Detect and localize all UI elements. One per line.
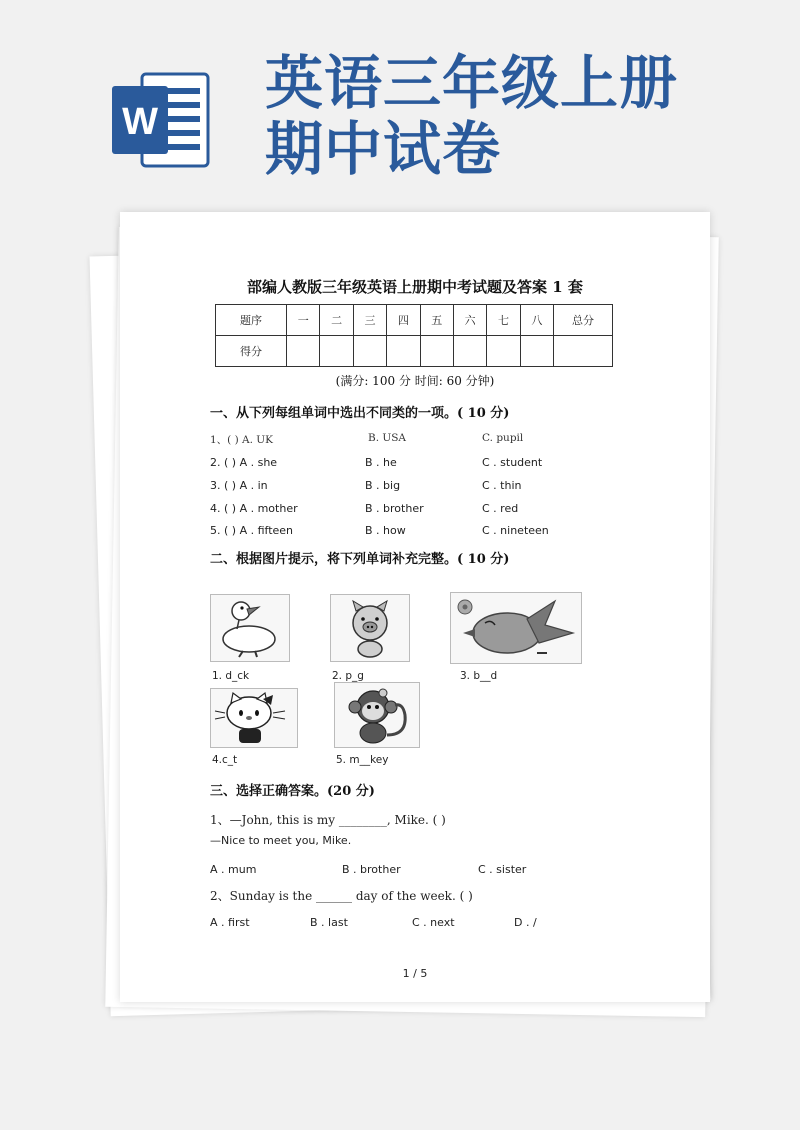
option-a: 4. ( ) A . mother bbox=[210, 502, 298, 515]
option-a: 3. ( ) A . in bbox=[210, 479, 268, 492]
question-row bbox=[210, 456, 650, 474]
option-a: 5. ( ) A . fifteen bbox=[210, 524, 294, 537]
score-cell: 六 bbox=[453, 305, 486, 336]
score-table bbox=[215, 304, 613, 367]
exam-meta: (满分: 100 分 时间: 60 分钟) bbox=[335, 374, 495, 388]
banner-title bbox=[265, 50, 678, 182]
question-2-options bbox=[210, 916, 650, 934]
score-cell: 三 bbox=[353, 305, 386, 336]
option-b: B . brother bbox=[365, 502, 424, 515]
question-1-text: 1、—John, this is my ________, Mike. ( ) bbox=[210, 813, 446, 827]
option-a: 2. ( ) A . she bbox=[210, 456, 278, 469]
score-blank-cell bbox=[353, 336, 386, 367]
score-blank-cell bbox=[320, 336, 353, 367]
word-logo-letter: W bbox=[122, 101, 158, 143]
picture-caption: 4.c_t bbox=[212, 754, 238, 766]
option-c: C. pupil bbox=[482, 432, 524, 444]
question-row bbox=[210, 524, 650, 542]
option-b: B. USA bbox=[368, 432, 407, 444]
question-1-options bbox=[210, 863, 650, 881]
option-c: C . sister bbox=[478, 863, 527, 876]
picture-caption: 1. d_ck bbox=[212, 670, 250, 682]
score-table-header-row bbox=[216, 305, 613, 336]
bird-picture bbox=[450, 592, 582, 664]
option-b: B . last bbox=[310, 916, 348, 929]
question-1-reply: —Nice to meet you, Mike. bbox=[210, 834, 352, 847]
score-cell: 题序 bbox=[216, 305, 287, 336]
score-cell: 总分 bbox=[554, 305, 613, 336]
option-b: B . how bbox=[365, 524, 406, 537]
duck-picture bbox=[210, 594, 290, 662]
score-blank-cell bbox=[287, 336, 320, 367]
option-c: C . student bbox=[482, 456, 543, 469]
option-b: B . brother bbox=[342, 863, 401, 876]
option-c: C . next bbox=[412, 916, 455, 929]
question-row bbox=[210, 502, 650, 520]
score-cell: 四 bbox=[387, 305, 420, 336]
score-cell: 一 bbox=[287, 305, 320, 336]
section3-heading: 三、选择正确答案。(20 分) bbox=[210, 784, 375, 799]
banner bbox=[0, 0, 800, 200]
score-cell: 五 bbox=[420, 305, 453, 336]
monkey-picture bbox=[334, 682, 420, 748]
question-row bbox=[210, 432, 650, 450]
banner-title-line1: 英语三年级上册 bbox=[265, 49, 679, 117]
option-c: C . red bbox=[482, 502, 519, 515]
option-b: B . big bbox=[365, 479, 401, 492]
score-blank-cell bbox=[453, 336, 486, 367]
score-label-cell: 得分 bbox=[216, 336, 287, 367]
banner-title-line2: 期中试卷 bbox=[265, 115, 502, 183]
score-cell: 七 bbox=[487, 305, 520, 336]
option-d: D . / bbox=[514, 916, 537, 929]
pig-picture bbox=[330, 594, 410, 662]
picture-caption: 2. p_g bbox=[332, 670, 364, 682]
question-2-text: 2、Sunday is the ______ day of the week. ( ) bbox=[210, 889, 473, 903]
picture-caption: 5. m__key bbox=[336, 754, 389, 766]
score-cell: 二 bbox=[320, 305, 353, 336]
bird-icon bbox=[451, 593, 581, 663]
cat-picture bbox=[210, 688, 298, 748]
option-a: 1、( ) A. UK bbox=[210, 434, 273, 446]
option-a: A . first bbox=[210, 916, 250, 929]
score-blank-cell bbox=[487, 336, 520, 367]
section1-heading: 一、从下列每组单词中选出不同类的一项。( 10 分) bbox=[210, 406, 510, 421]
option-b: B . he bbox=[365, 456, 397, 469]
section2-heading: 二、根据图片提示，将下列单词补充完整。( 10 分) bbox=[210, 552, 510, 567]
question-row bbox=[210, 479, 650, 497]
option-c: C . nineteen bbox=[482, 524, 549, 537]
monkey-icon bbox=[335, 683, 419, 747]
score-cell: 八 bbox=[520, 305, 553, 336]
score-blank-cell bbox=[554, 336, 613, 367]
option-a: A . mum bbox=[210, 863, 257, 876]
document-title: 部编人教版三年级英语上册期中考试题及答案 1 套 bbox=[247, 278, 583, 296]
score-blank-cell bbox=[387, 336, 420, 367]
option-c: C . thin bbox=[482, 479, 522, 492]
score-blank-cell bbox=[520, 336, 553, 367]
document-page bbox=[120, 212, 710, 1002]
cat-icon bbox=[211, 689, 297, 747]
page-number: 1 / 5 bbox=[402, 967, 428, 980]
duck-icon bbox=[211, 595, 289, 661]
picture-caption: 3. b__d bbox=[460, 670, 498, 682]
word-document-icon bbox=[112, 72, 212, 168]
score-blank-cell bbox=[420, 336, 453, 367]
pig-icon bbox=[331, 595, 409, 661]
score-table-score-row bbox=[216, 336, 613, 367]
